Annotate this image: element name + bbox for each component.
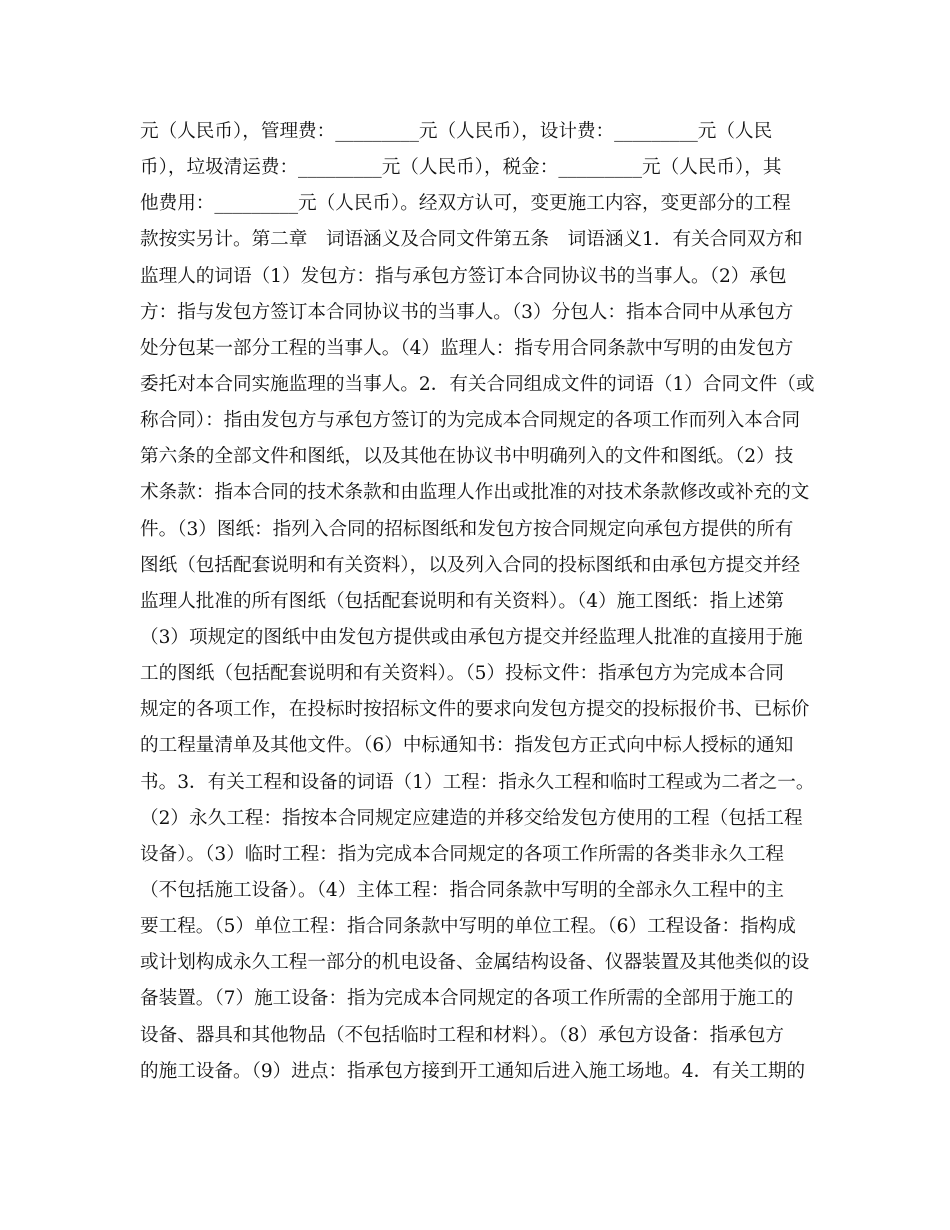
text-line: （3）项规定的图纸中由发包方提供或由承包方提交并经监理人批准的直接用于施 — [140, 626, 803, 648]
text-line: 称合同）：指由发包方与承包方签订的为完成本合同规定的各项工作而列入本合同 — [140, 410, 801, 432]
contract-body-text — [140, 114, 820, 1090]
text-line: 图纸（包括配套说明和有关资料），以及列入合同的投标图纸和由承包方提交并经 — [140, 554, 801, 576]
text-line: 元（人民币），管理费：_________元（人民币），设计费：_________元（人民 — [140, 121, 773, 142]
text-line: 术条款：指本合同的技术条款和由监理人作出或批准的对技术条款修改或补充的文 — [140, 482, 810, 504]
text-line: 款按实另计。第二章 词语涵义及合同文件第五条 词语涵义1．有关合同双方和 — [140, 229, 803, 251]
text-line: 设备）。（3）临时工程：指为完成本合同规定的各项工作所需的各类非永久工程 — [140, 843, 785, 865]
text-line: 币），垃圾清运费：_________元（人民币），税金：_________元（人民币），其 — [140, 157, 782, 179]
text-line: 件。（3）图纸：指列入合同的招标图纸和发包方按合同规定向承包方提供的所有 — [140, 518, 794, 540]
text-line: 或计划构成永久工程一部分的机电设备、金属结构设备、仪器装置及其他类似的设 — [140, 952, 810, 974]
text-line: 的工程量清单及其他文件。（6）中标通知书：指发包方正式向中标人授标的通知 — [140, 735, 794, 757]
text-line: 书。3．有关工程和设备的词语（1）工程：指永久工程和临时工程或为二者之一。 — [140, 771, 815, 793]
text-line: 的施工设备。（9）进点：指承包方接到开工通知后进入施工场地。4．有关工期的 — [140, 1060, 806, 1082]
text-line: （不包括施工设备）。（4）主体工程：指合同条款中写明的全部永久工程中的主 — [140, 879, 785, 901]
text-line: 处分包某一部分工程的当事人。（4）监理人：指专用合同条款中写明的由发包方 — [140, 337, 794, 359]
text-line: 监理人批准的所有图纸（包括配套说明和有关资料）。（4）施工图纸：指上述第 — [140, 590, 785, 612]
text-line: 工的图纸（包括配套说明和有关资料）。（5）投标文件：指承包方为完成本合同 — [140, 663, 785, 685]
text-line: 他费用：_________元（人民币）。经双方认可，变更施工内容，变更部分的工程 — [140, 193, 791, 215]
text-line: 第六条的全部文件和图纸，以及其他在协议书中明确列入的文件和图纸。（2）技 — [140, 446, 794, 468]
text-line: 要工程。（5）单位工程：指合同条款中写明的单位工程。（6）工程设备：指构成 — [140, 916, 796, 938]
text-line: 备装置。（7）施工设备：指为完成本合同规定的各项工作所需的全部用于施工的 — [140, 988, 794, 1010]
text-line: 设备、器具和其他物品（不包括临时工程和材料）。（8）承包方设备：指承包方 — [140, 1024, 785, 1046]
text-line: 委托对本合同实施监理的当事人。2．有关合同组成文件的词语（1）合同文件（或 — [140, 373, 815, 395]
text-line: 方：指与发包方签订本合同协议书的当事人。（3）分包人：指本合同中从承包方 — [140, 301, 794, 323]
text-line: （2）永久工程：指按本合同规定应建造的并移交给发包方使用的工程（包括工程 — [140, 807, 803, 829]
text-line: 监理人的词语（1）发包方：指与承包方签订本合同协议书的当事人。（2）承包 — [140, 265, 787, 287]
text-line: 规定的各项工作，在投标时按招标文件的要求向发包方提交的投标报价书、已标价 — [140, 699, 810, 721]
